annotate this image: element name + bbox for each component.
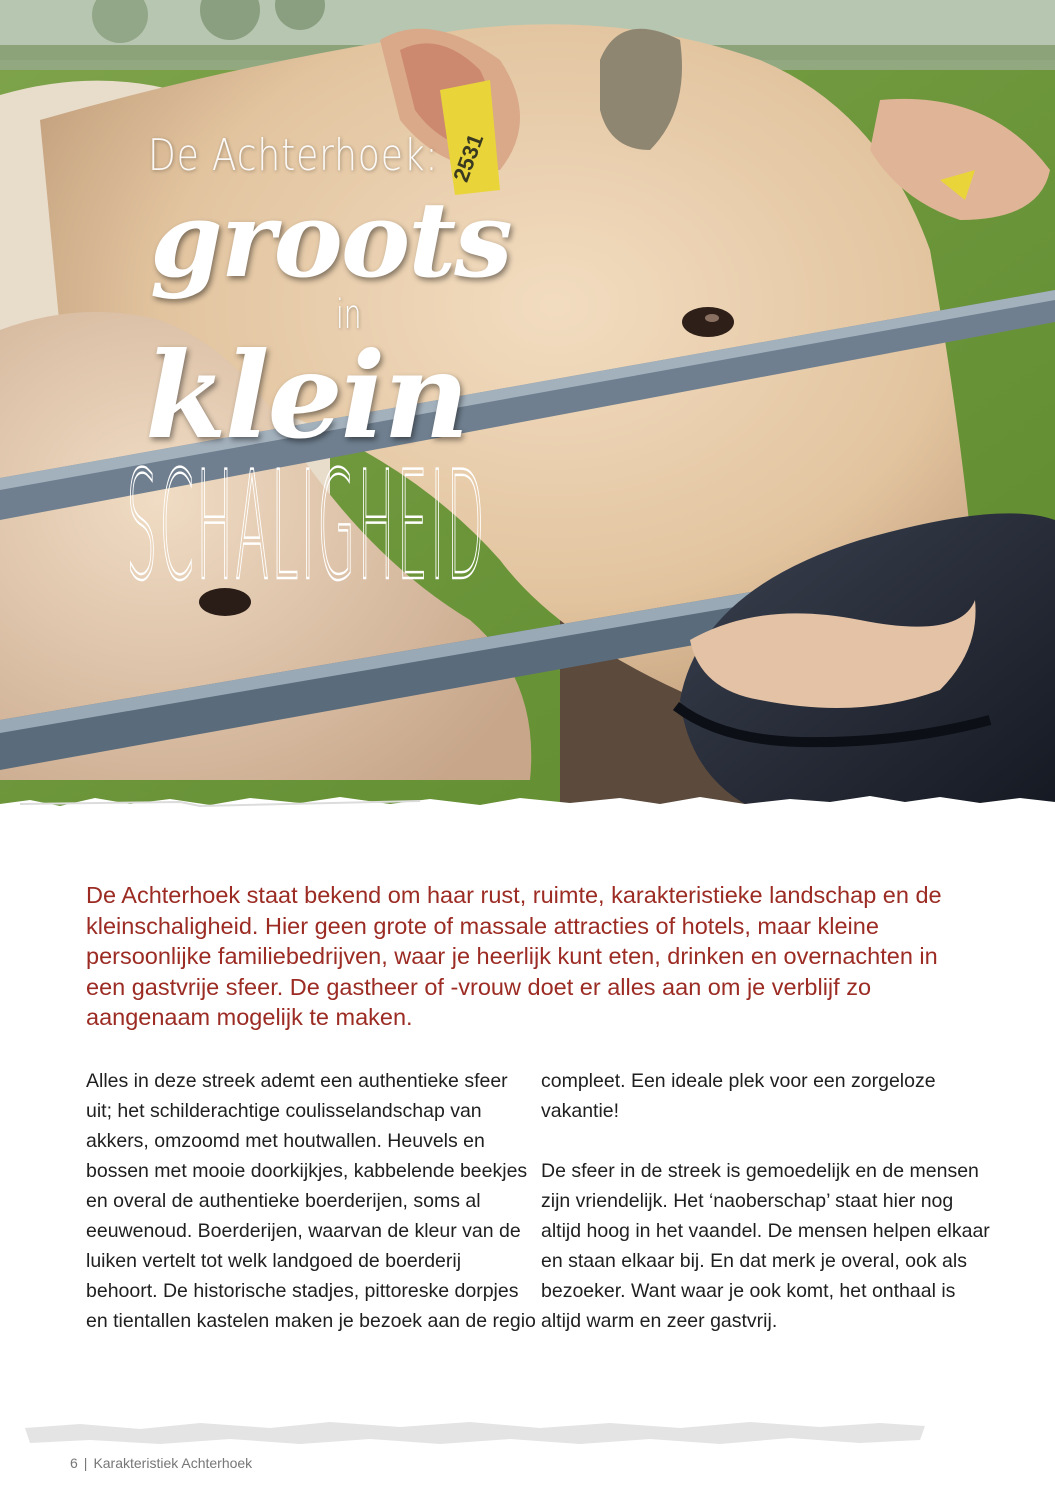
intro-paragraph: De Achterhoek staat bekend om haar rust, ruimte, karakteristieke landschap en de kleinschaligheid. Hier geen grote of massale attracties of hotels, maar kleine persoonlijke familiebedrijven, waar je heerlijk kunt eten, drinken en overnachten in een gastvrije sfeer. De gastheer of -vrouw doet er alles aan om je verblijf zo aangenaam mogelijk te maken. [86,882,942,1030]
title-line-klein: klein [145,326,468,465]
title-line-in: in [336,292,362,338]
footer-section-title: Karakteristiek Achterhoek [93,1455,253,1471]
torn-paper-divider [0,1414,1055,1450]
body-paragraph-left: Alles in deze streek ademt een authentieke sfeer uit; het schilderachtige coulisselandschap van akkers, omzoomd met houtwallen. Heuvels en bossen met mooie doorkijkjes, kabbelende beekjes en overal de authentieke boerderijen, soms al eeuwenoud. Boerderijen, waarvan de kleur van de luiken vertelt tot welk landgoed de boerderij behoort. De historische stadjes, pittoreske dorpjes en tientallen kastelen maken je bezoek aan de regio [86,1070,536,1332]
title-line-de-achterhoek: De Achterhoek: [148,130,439,181]
body-column-left [86,1066,536,1336]
body-column-right [541,1066,991,1336]
body-paragraph-right-2: De sfeer in de streek is gemoedelijk en de mensen zijn vriendelijk. Het ‘naoberschap’ staat hier nog altijd hoog in het vaandel. De mensen helpen elkaar en staan elkaar bij. En dat merk je overal, ook als bezoeker. Want waar je ook komt, het onthaal is altijd warm en zeer gastvrij. [541,1160,990,1332]
title-line-schaligheid: SCHALIGHEID [126,440,487,614]
page-number: 6 [70,1455,78,1471]
torn-paper-edge-top [0,780,1055,825]
title-line-groots: groots [150,178,511,301]
ear-tag-number: 2531 [448,130,489,186]
footer-separator: | [83,1455,88,1471]
page-footer [70,1455,252,1471]
body-paragraph-right-1: compleet. Een ideale plek voor een zorgeloze vakantie! [541,1070,936,1122]
